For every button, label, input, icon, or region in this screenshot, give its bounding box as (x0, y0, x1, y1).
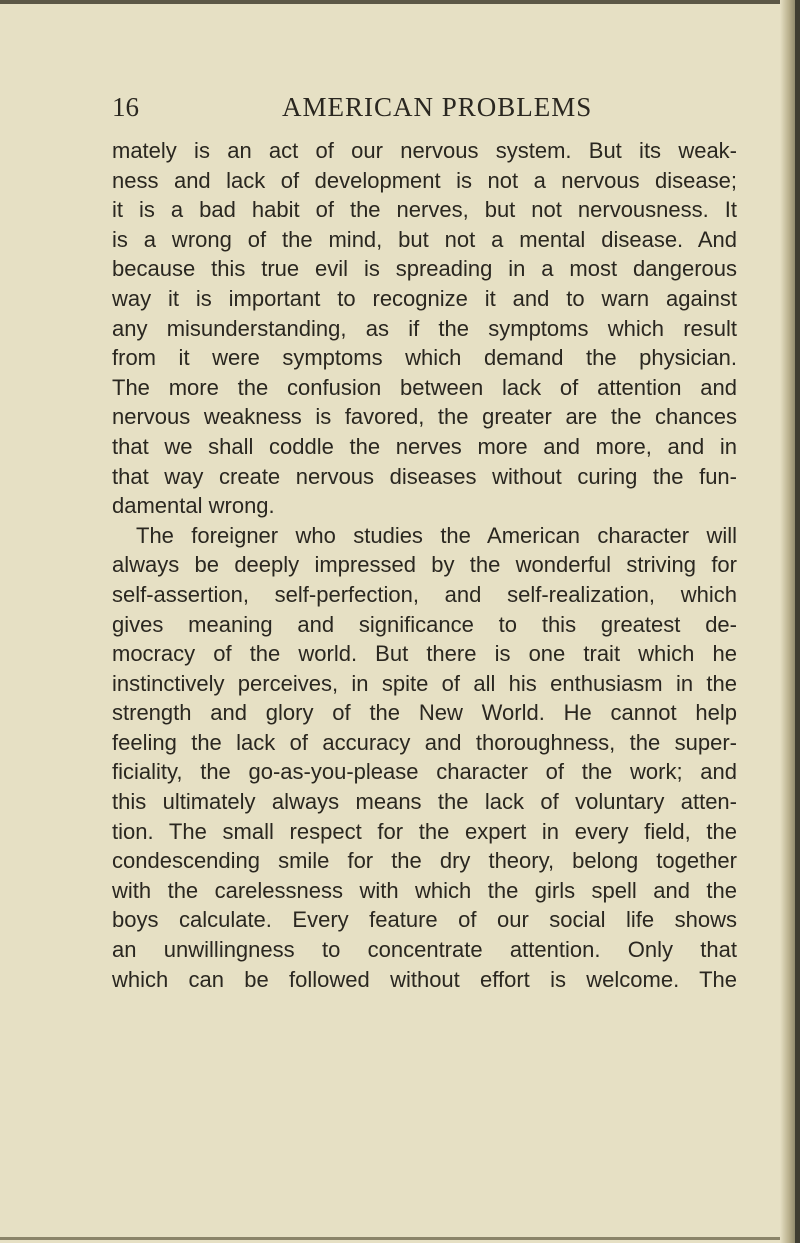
text-line: damental wrong. (112, 493, 275, 519)
text-line: it is a bad habit of the nerves, but not nervousness. It (112, 197, 737, 223)
bottom-edge-shadow (0, 1237, 780, 1240)
text-line: an unwillingness to concentrate attention. Only that (112, 937, 737, 963)
text-line: self-assertion, self-perfection, and self-realization, which (112, 581, 737, 607)
text-line: mately is an act of our nervous system. But its weak- (112, 138, 737, 163)
body-text (112, 136, 737, 994)
text-line: mocracy of the world. But there is one trait which he (112, 641, 737, 667)
text-line: always be deeply impressed by the wonderful striving for (112, 552, 737, 578)
text-line: ness and lack of development is not a nervous disease; (112, 167, 737, 193)
page-binding-shadow (795, 0, 800, 1243)
page-title: AMERICAN PROBLEMS (282, 92, 593, 122)
top-edge-shadow (0, 0, 780, 4)
text-line: with the carelessness with which the girls spell and the (112, 877, 737, 903)
text-line: that we shall coddle the nerves more and more, and in (112, 433, 737, 459)
text-line: condescending smile for the dry theory, belong together (112, 848, 737, 874)
text-line: because this true evil is spreading in a most dangerous (112, 256, 737, 282)
text-line: The foreigner who studies the American character will (136, 522, 737, 548)
text-line: is a wrong of the mind, but not a mental disease. And (112, 226, 737, 252)
text-line: strength and glory of the New World. He cannot help (112, 700, 737, 726)
text-line: feeling the lack of accuracy and thoroughness, the super- (112, 729, 737, 755)
text-line: gives meaning and significance to this greatest de- (112, 611, 737, 637)
page-number: 16 (112, 92, 139, 122)
text-line: ficiality, the go-as-you-please character of the work; and (112, 759, 737, 785)
text-line: nervous weakness is favored, the greater are the chances (112, 404, 737, 430)
text-line: way it is important to recognize it and to warn against (112, 285, 737, 311)
running-head (112, 92, 737, 132)
text-line: boys calculate. Every feature of our social life shows (112, 907, 737, 933)
text-line: The more the confusion between lack of attention and (112, 374, 737, 400)
text-line: that way create nervous diseases without curing the fun- (112, 463, 737, 489)
text-line: which can be followed without effort is welcome. The (112, 966, 737, 992)
text-line: instinctively perceives, in spite of all his enthusiasm in the (112, 670, 737, 696)
text-line: any misunderstanding, as if the symptoms which result (112, 315, 737, 341)
text-line: from it were symptoms which demand the physician. (112, 345, 737, 371)
text-line: this ultimately always means the lack of voluntary atten- (112, 789, 737, 815)
text-line: tion. The small respect for the expert in every field, the (112, 818, 737, 844)
